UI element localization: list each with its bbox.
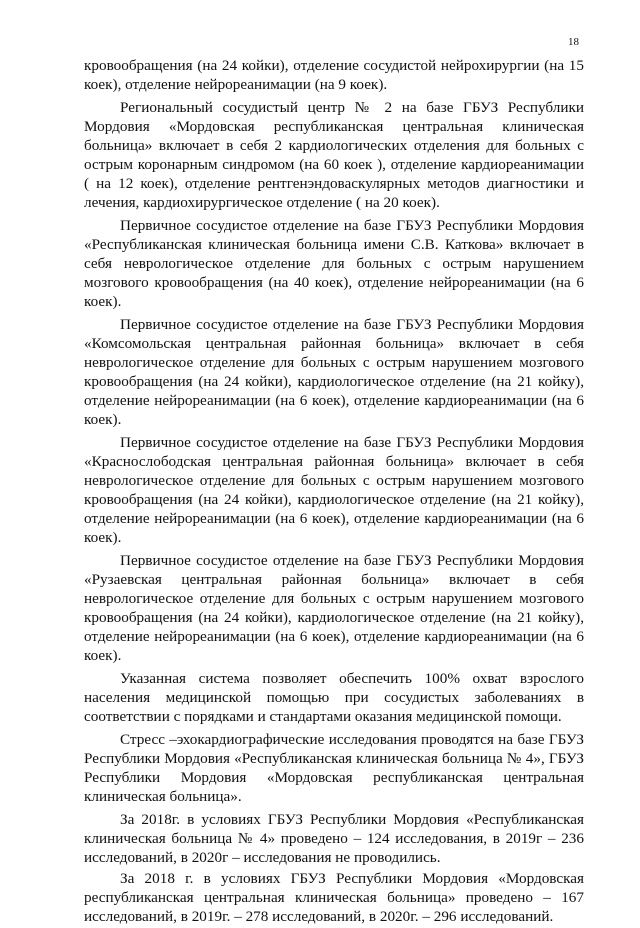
paragraph-ruzaevka-hospital: Первичное сосудистое отделение на базе ГБУЗ Республики Мордовия «Рузаевская центральная районная больница» включает в себя неврологическое отделение для больных с острым нарушением мозгового кровообращения (на 24 койки), кардиологическое отделение (на 21 койку), отделение нейрореанимации (на 6 коек), отделение кардиореанимации (на 6 коек). <box>84 552 584 664</box>
paragraph-hospital-4-stats: За 2018г. в условиях ГБУЗ Республики Мордовия «Республиканская клиническая больница № 4» проведено – 124 исследования, в 2019г – 236 исследований, в 2020г – исследования не проводились. <box>84 811 584 866</box>
paragraph-central-hospital-stats: За 2018 г. в условиях ГБУЗ Республики Мордовия «Мордовская республиканская центральная клиническая больница» проведено – 167 исследований, в 2019г. – 278 исследований, в 2020г. – 296 исследований. <box>84 870 584 925</box>
document-body <box>84 56 584 928</box>
paragraph-continuation: кровообращения (на 24 койки), отделение сосудистой нейрохирургии (на 15 коек), отделение нейрореанимации (на 9 коек). <box>84 57 584 93</box>
paragraph-katkov-hospital: Первичное сосудистое отделение на базе ГБУЗ Республики Мордовия «Республиканская клиническая больница имени С.В. Каткова» включает в себя неврологическое отделение для больных с острым нарушением мозгового кровообращения (на 40 коек), отделение нейрореанимации (на 6 коек). <box>84 217 584 310</box>
paragraph-regional-center-2: Региональный сосудистый центр № 2 на базе ГБУЗ Республики Мордовия «Мордовская республиканская центральная клиническая больница» включает в себя 2 кардиологических отделения для больных с острым коронарным синдромом (на 60 коек ), отделение кардиореанимации ( на 12 коек), отделение рентгенэндоваскулярных методов диагностики и лечения, кардиохирургическое отделение ( на 20 коек). <box>84 99 584 211</box>
paragraph-coverage: Указанная система позволяет обеспечить 100% охват взрослого населения медицинской помощью при сосудистых заболеваниях в соответствии с порядками и стандартами оказания медицинской помощи. <box>84 670 584 725</box>
paragraph-stress-echo: Стресс –эхокардиографические исследования проводятся на базе ГБУЗ Республики Мордовия «Республиканская клиническая больница № 4», ГБУЗ Республики Мордовия «Мордовская республиканская центральная клиническая больница». <box>84 731 584 805</box>
page-number: 18 <box>568 36 579 48</box>
paragraph-komsomolsk-hospital: Первичное сосудистое отделение на базе ГБУЗ Республики Мордовия «Комсомольская центральная районная больница» включает в себя неврологическое отделение для больных с острым нарушением мозгового кровообращения (на 24 койки), кардиологическое отделение (на 21 койку), отделение нейрореанимации (на 6 коек), отделение кардиореанимации (на 6 коек). <box>84 316 584 428</box>
paragraph-krasnoslobodsk-hospital: Первичное сосудистое отделение на базе ГБУЗ Республики Мордовия «Краснослободская центральная районная больница» включает в себя неврологическое отделение для больных с острым нарушением мозгового кровообращения (на 24 койки), кардиологическое отделение (на 21 койку), отделение нейрореанимации (на 6 коек), отделение кардиореанимации (на 6 коек). <box>84 434 584 546</box>
